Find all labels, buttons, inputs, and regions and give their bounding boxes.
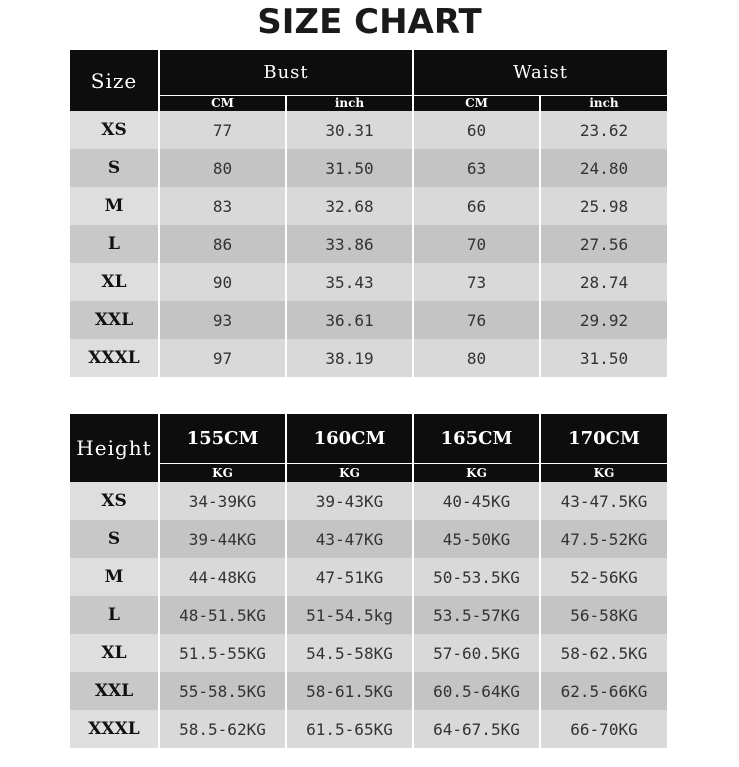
table-row [70, 634, 667, 672]
table-cell: 83 [159, 187, 286, 225]
table-cell: 53.5-57KG [413, 596, 540, 634]
table-cell: 58-61.5KG [286, 672, 413, 710]
table-cell: 93 [159, 301, 286, 339]
table-row [70, 263, 667, 301]
table-cell: 56-58KG [540, 596, 667, 634]
table-row [70, 111, 667, 149]
size-label: XXXL [70, 339, 159, 377]
table-cell: 31.50 [286, 149, 413, 187]
height-header: 155CM [159, 414, 286, 463]
size-label: XS [70, 111, 159, 149]
height-header: 160CM [286, 414, 413, 463]
size-table-group-header [70, 50, 667, 95]
table-row [70, 558, 667, 596]
table-cell: 50-53.5KG [413, 558, 540, 596]
size-table [70, 50, 667, 377]
table-row [70, 482, 667, 520]
table-cell: 61.5-65KG [286, 710, 413, 748]
height-header: 170CM [540, 414, 667, 463]
height-header: 165CM [413, 414, 540, 463]
table-cell: 28.74 [540, 263, 667, 301]
size-table-unit-header [70, 95, 667, 111]
table-cell: 64-67.5KG [413, 710, 540, 748]
table-cell: 35.43 [286, 263, 413, 301]
table-cell: 62.5-66KG [540, 672, 667, 710]
table-cell: 38.19 [286, 339, 413, 377]
unit-header: inch [286, 95, 413, 111]
table-cell: 51.5-55KG [159, 634, 286, 672]
table-cell: 70 [413, 225, 540, 263]
table-row [70, 225, 667, 263]
table-cell: 39-43KG [286, 482, 413, 520]
size-label: L [70, 596, 159, 634]
table-cell: 57-60.5KG [413, 634, 540, 672]
table-cell: 60 [413, 111, 540, 149]
table-cell: 43-47KG [286, 520, 413, 558]
table-cell: 97 [159, 339, 286, 377]
table-cell: 66 [413, 187, 540, 225]
table-row [70, 520, 667, 558]
table-cell: 77 [159, 111, 286, 149]
table-cell: 44-48KG [159, 558, 286, 596]
size-label: XXL [70, 301, 159, 339]
table-cell: 66-70KG [540, 710, 667, 748]
unit-header: inch [589, 96, 619, 111]
unit-header: KG [159, 463, 286, 482]
table-cell: 90 [159, 263, 286, 301]
table-row [70, 339, 667, 377]
size-label: XL [70, 634, 159, 672]
height-table-unit-header [70, 463, 667, 482]
table-cell: 80 [159, 149, 286, 187]
table-cell: 51-54.5kg [286, 596, 413, 634]
table-cell: 33.86 [286, 225, 413, 263]
size-label: L [70, 225, 159, 263]
table-row [70, 301, 667, 339]
table-cell: 31.50 [540, 339, 667, 377]
table-cell: 48-51.5KG [159, 596, 286, 634]
unit-header: CM [413, 95, 540, 111]
table-row [70, 187, 667, 225]
table-cell: 52-56KG [540, 558, 667, 596]
unit-header: KG [593, 465, 615, 480]
table-row [70, 149, 667, 187]
size-label: M [70, 558, 159, 596]
table-cell: 30.31 [286, 111, 413, 149]
size-label: S [70, 149, 159, 187]
table-cell: 58.5-62KG [159, 710, 286, 748]
unit-header: KG [286, 463, 413, 482]
table-cell: 73 [413, 263, 540, 301]
table-cell: 60.5-64KG [413, 672, 540, 710]
size-label: S [70, 520, 159, 558]
table-cell: 47.5-52KG [540, 520, 667, 558]
table-cell: 76 [413, 301, 540, 339]
page-title: SIZE CHART [257, 2, 482, 42]
table-cell: 27.56 [540, 225, 667, 263]
table-cell: 25.98 [540, 187, 667, 225]
table-cell: 32.68 [286, 187, 413, 225]
table-cell: 86 [159, 225, 286, 263]
table-cell: 54.5-58KG [286, 634, 413, 672]
group-header-bust: Bust [159, 50, 413, 95]
group-header-waist: Waist [413, 50, 667, 95]
size-label: M [70, 187, 159, 225]
table-cell: 58-62.5KG [540, 634, 667, 672]
table-cell: 24.80 [540, 149, 667, 187]
table-cell: 29.92 [540, 301, 667, 339]
table-cell: 47-51KG [286, 558, 413, 596]
table-row [70, 672, 667, 710]
size-label: XL [70, 263, 159, 301]
table-cell: 23.62 [540, 111, 667, 149]
size-label: XXL [70, 672, 159, 710]
table-cell: 55-58.5KG [159, 672, 286, 710]
unit-header: CM [159, 95, 286, 111]
size-corner-label: Size [70, 50, 159, 111]
size-label: XXXL [70, 710, 159, 748]
table-cell: 63 [413, 149, 540, 187]
height-table [70, 414, 667, 748]
table-cell: 36.61 [286, 301, 413, 339]
table-cell: 40-45KG [413, 482, 540, 520]
height-table-group-header [70, 414, 667, 463]
table-cell: 34-39KG [159, 482, 286, 520]
height-corner-label: Height [70, 414, 159, 482]
table-row [70, 596, 667, 634]
table-cell: 80 [413, 339, 540, 377]
table-cell: 43-47.5KG [540, 482, 667, 520]
table-row [70, 710, 667, 748]
size-label: XS [70, 482, 159, 520]
table-cell: 45-50KG [413, 520, 540, 558]
table-cell: 39-44KG [159, 520, 286, 558]
unit-header: KG [413, 463, 540, 482]
